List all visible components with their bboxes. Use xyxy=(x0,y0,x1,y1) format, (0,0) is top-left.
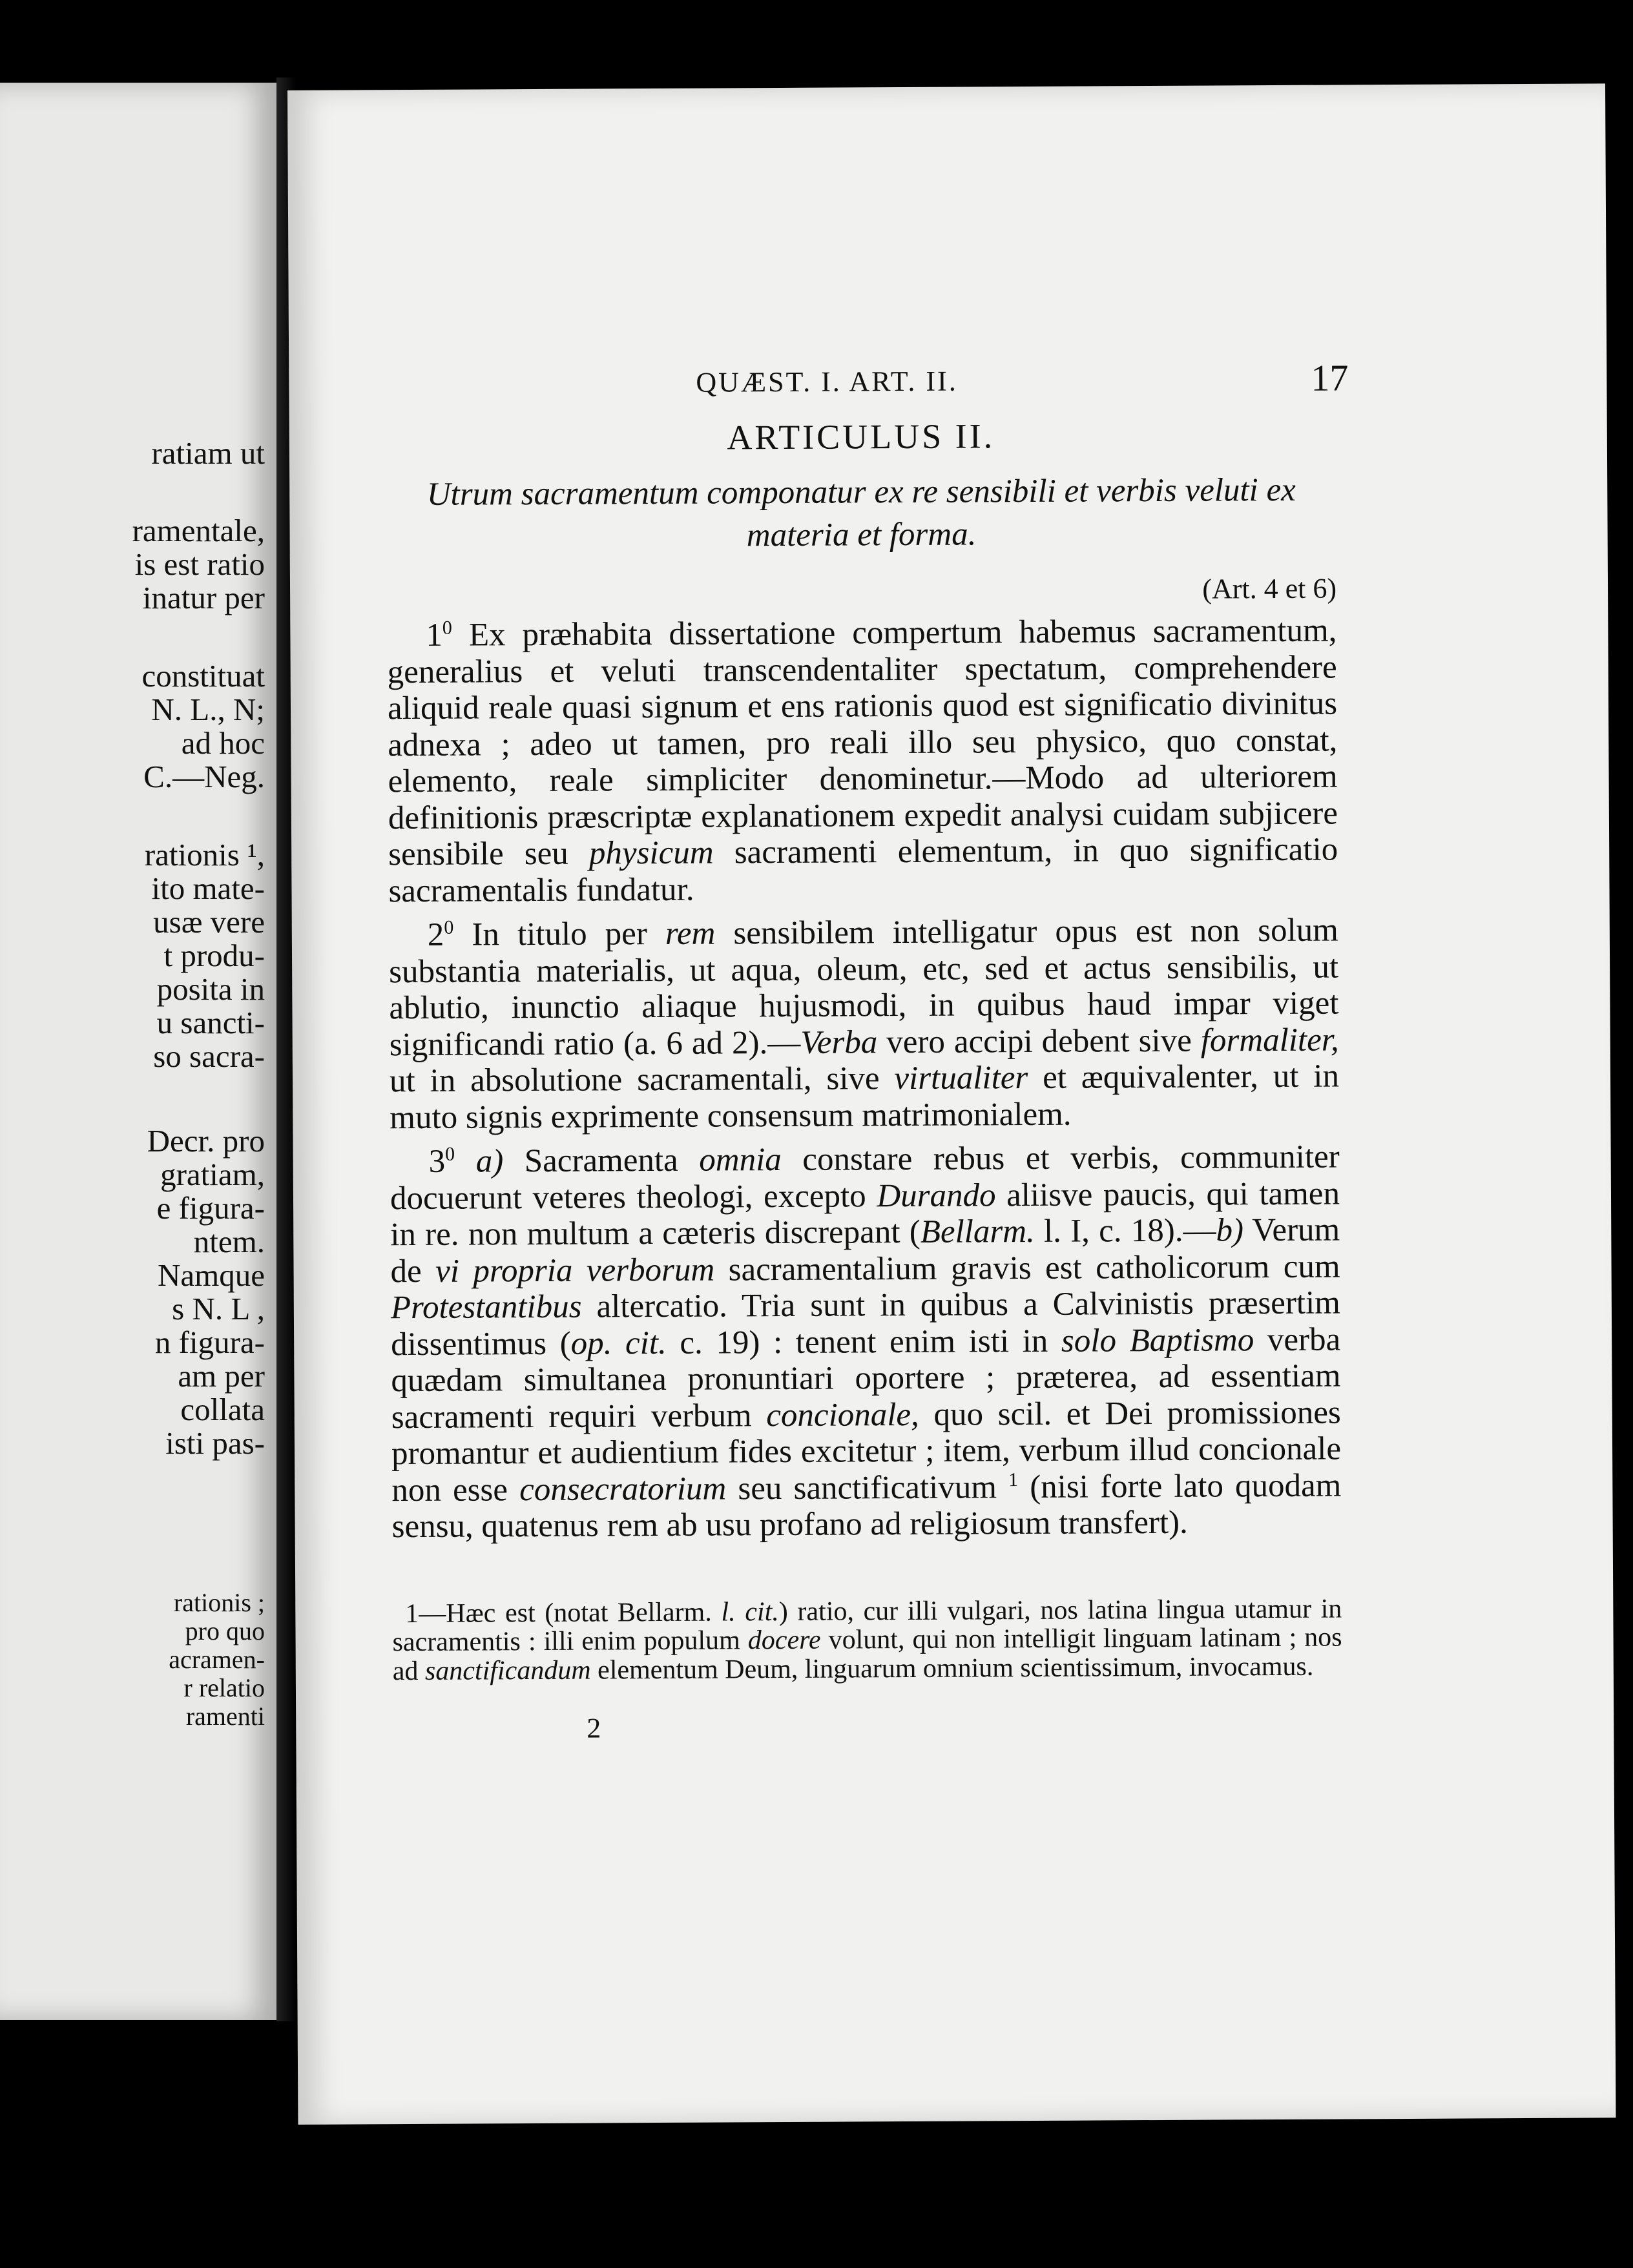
page-number: 17 xyxy=(1311,356,1349,399)
emphasis: sanctificandum xyxy=(424,1655,591,1686)
running-title: QUÆST. I. ART. II. xyxy=(696,365,958,398)
paragraph-text: Ex præhabita dissertatione compertum habemus sacramentum, generalius et veluti transcendentaliter spectatum, comprehendere aliquid reale quasi signum et ens rationis quod est significatio divinitus adnexa ; adeo ut tamen, pro reali illo seu physico, quo constat, elemento, reale simpliciter denominetur.—Modo ad ulteriorem definitionis præscriptæ explanationem expedit analysi cuidam subjicere sensibile seu xyxy=(387,612,1338,873)
emphasis: Bellarm. xyxy=(920,1213,1035,1250)
emphasis: consecratorium xyxy=(519,1470,727,1508)
emphasis: solo Baptismo xyxy=(1061,1321,1254,1359)
left-line: C.—Neg. xyxy=(143,759,265,794)
emphasis: Protestantibus xyxy=(390,1288,582,1326)
left-line: ito mate- xyxy=(151,871,265,906)
paragraph-text: Verum de xyxy=(390,1211,1340,1290)
footnote-text: elementum Deum, linguarum omnium scientissimum, invocamus. xyxy=(597,1651,1314,1686)
article-question: Utrum sacramentum componatur ex re sensibili et verbis veluti ex materia et forma. xyxy=(426,471,1296,554)
emphasis: physicum xyxy=(588,834,714,872)
left-line: collata xyxy=(180,1392,265,1427)
emphasis: op. cit. xyxy=(570,1325,667,1362)
left-line: usæ vere xyxy=(153,904,265,940)
paragraph-text: ut in absolutione sacramentali, sive xyxy=(389,1060,880,1100)
emphasis: vi propria verborum xyxy=(435,1252,715,1290)
running-header xyxy=(386,356,1349,413)
paragraph-text: altercatio. Tria sunt in quibus a Calvinistis præsertim dissentimus ( xyxy=(391,1284,1340,1363)
left-line: n figura- xyxy=(154,1325,265,1360)
paragraph-text: aliisve paucis, qui tamen in re. non multum a cæteris discrepant ( xyxy=(390,1175,1340,1253)
paragraph-number: 1 xyxy=(426,617,443,654)
left-line: so sacra- xyxy=(153,1038,265,1074)
footnote-text: ) ratio, cur illi vulgari, nos latina lingua utamur in sacramentis : illi enim populum xyxy=(392,1593,1342,1658)
emphasis: Durando xyxy=(877,1177,996,1214)
paragraph-1: $1^0$ Ex præhabita dissertatione compertum habemus sacramentum, generalius et veluti transcendentaliter spectatum, comprehendere aliquid reale quasi signum et ens rationis quod est significatio divinitus adnexa ; adeo ut tamen, pro reali illo seu physico, quo constat, elemento, reale simpliciter denominetur.—Modo ad ulteriorem definitionis præscriptæ explanationem expedit analysi cuidam subjicere sensibile seu physicum sacramenti elementum, in quo significatio sacramentalis fundatur. xyxy=(387,612,1338,909)
left-line: t produ- xyxy=(163,938,265,973)
signature-mark: 2 xyxy=(587,1712,601,1744)
left-line: Namque xyxy=(158,1257,265,1293)
left-line: am per xyxy=(178,1358,265,1394)
left-line: r relatio xyxy=(183,1673,265,1702)
paragraph-text: Sacramenta xyxy=(524,1142,678,1180)
page-content xyxy=(386,356,1349,1746)
left-line: isti pas- xyxy=(165,1425,265,1461)
right-page xyxy=(287,83,1616,2125)
paragraph-text: In titulo per xyxy=(472,916,647,953)
paragraph-3: $3^0$ a) Sacramenta omnia constare rebus et verbis, communiter docuerunt veteres theologi, excepto Durando aliisve paucis, qui tamen in re. non multum a cæteris discrepant (Bellarm. l. I, c. 18).—b) Verum de vi propria verborum sacramentalium gravis est catholicorum cum Protestantibus altercatio. Tria sunt in quibus a Calvinistis præsertim dissentimus (op. cit. c. 19) : tenent enim isti in solo Baptismo verba quædam simultanea pronuntiari oportere ; præterea, ad essentiam sacramenti requiri verbum concionale, quo scil. et Dei promissiones promantur et audientium fides excitetur ; item, verbum illud concionale non esse consecratorium seu sanctificativum $^1$ (nisi forte lato quodam sensu, quatenus rem ab usu profano ad religiosum transfert). xyxy=(390,1139,1342,1545)
paragraph-text: et æquivalenter, ut in muto signis exprimente consensum matrimonialem. xyxy=(390,1058,1340,1136)
left-line: s N. L , xyxy=(172,1291,265,1326)
left-line: ramentale, xyxy=(132,513,265,548)
left-line: posita in xyxy=(156,971,265,1007)
paragraph-2: $2^0$ In titulo per rem sensibilem intelligatur opus est non solum substantia materialis, ut aqua, oleum, etc, sed et actus sensibilis, ut ablutio, inunctio aliaque hujusmodi, in quibus haud impar viget significandi ratio (a. 6 ad 2).—Verba vero accipi debent sive formaliter, ut in absolutione sacramentali, sive virtualiter et æquivalenter, ut in muto signis exprimente consensum matrimonialem. xyxy=(389,912,1340,1136)
paragraph-text: (nisi forte lato quodam sensu, quatenus rem ab usu profano ad religiosum transfert). xyxy=(391,1467,1342,1545)
left-line: constituat xyxy=(141,658,265,694)
footnote-text: volunt, qui non intelligit linguam latinam ; nos ad xyxy=(392,1622,1342,1686)
paragraph-text: verba quædam simultanea pronuntiari oportere ; præterea, ad essentiam sacramenti requiri verbum xyxy=(391,1321,1341,1436)
emphasis: a) xyxy=(475,1143,504,1180)
left-line: N. L., N; xyxy=(151,692,265,727)
emphasis: docere xyxy=(747,1625,821,1656)
paragraph-text: sacramenti elementum, in quo significatio sacramentalis fundatur. xyxy=(388,831,1338,909)
emphasis: l. cit. xyxy=(721,1596,779,1627)
left-line: u sancti- xyxy=(156,1005,265,1040)
footnote-marker: 1 xyxy=(1008,1469,1019,1490)
paragraph-text: quo scil. et Dei promissiones promantur et audientium fides excitetur ; item, verbum illud concionale non esse xyxy=(391,1394,1342,1509)
left-line: inatur per xyxy=(142,580,265,615)
paragraph-text: vero accipi debent sive xyxy=(886,1022,1192,1060)
left-line: pro quo xyxy=(185,1616,265,1645)
left-line: ntem. xyxy=(193,1224,265,1259)
emphasis: concionale, xyxy=(766,1396,919,1434)
left-line: ratiam ut xyxy=(151,435,265,471)
left-line: ad hoc xyxy=(181,725,265,761)
paragraph-number: 2 xyxy=(427,916,444,953)
emphasis: virtualiter xyxy=(894,1060,1028,1097)
paragraph-text: sacramentalium gravis est catholicorum cum xyxy=(728,1248,1340,1288)
left-line: ramenti xyxy=(185,1702,265,1731)
emphasis: omnia xyxy=(699,1142,782,1179)
emphasis: formaliter, xyxy=(1200,1021,1339,1059)
paragraph-text: sensibilem intelligatur opus est non solum substantia materialis, ut aqua, oleum, etc, sed et actus sensibilis, ut ablutio, inunctio aliaque hujusmodi, in quibus haud impar viget significandi ratio (a. 6 ad 2).— xyxy=(389,912,1339,1063)
paragraph-number: 3 xyxy=(428,1143,446,1180)
left-line: acramen- xyxy=(169,1645,265,1674)
left-line: rationis ; xyxy=(173,1588,265,1617)
left-line: Decr. pro xyxy=(147,1123,265,1159)
left-line: gratiam, xyxy=(160,1157,265,1192)
left-page xyxy=(0,83,276,2020)
footnote xyxy=(392,1594,1342,1686)
emphasis: rem xyxy=(665,915,716,952)
paragraph-text: seu sanctificativum xyxy=(738,1469,997,1507)
paragraph-text: l. I, c. 18).— xyxy=(1043,1212,1216,1250)
article-reference: (Art. 4 et 6) xyxy=(1202,572,1337,605)
paragraph-text: constare rebus et verbis, communiter docuerunt veteres theologi, excepto xyxy=(390,1139,1340,1217)
article-title: ARTICULUS II. xyxy=(727,417,995,457)
paragraph-text: c. 19) : tenent enim isti in xyxy=(680,1323,1048,1361)
emphasis: b) xyxy=(1216,1212,1244,1249)
left-line: rationis ¹, xyxy=(144,837,265,872)
left-line: e figura- xyxy=(156,1190,265,1226)
footnote-text: 1—Hæc est (notat Bellarm. xyxy=(405,1597,712,1629)
left-line: is est ratio xyxy=(134,546,265,582)
emphasis: Verba xyxy=(800,1024,878,1061)
